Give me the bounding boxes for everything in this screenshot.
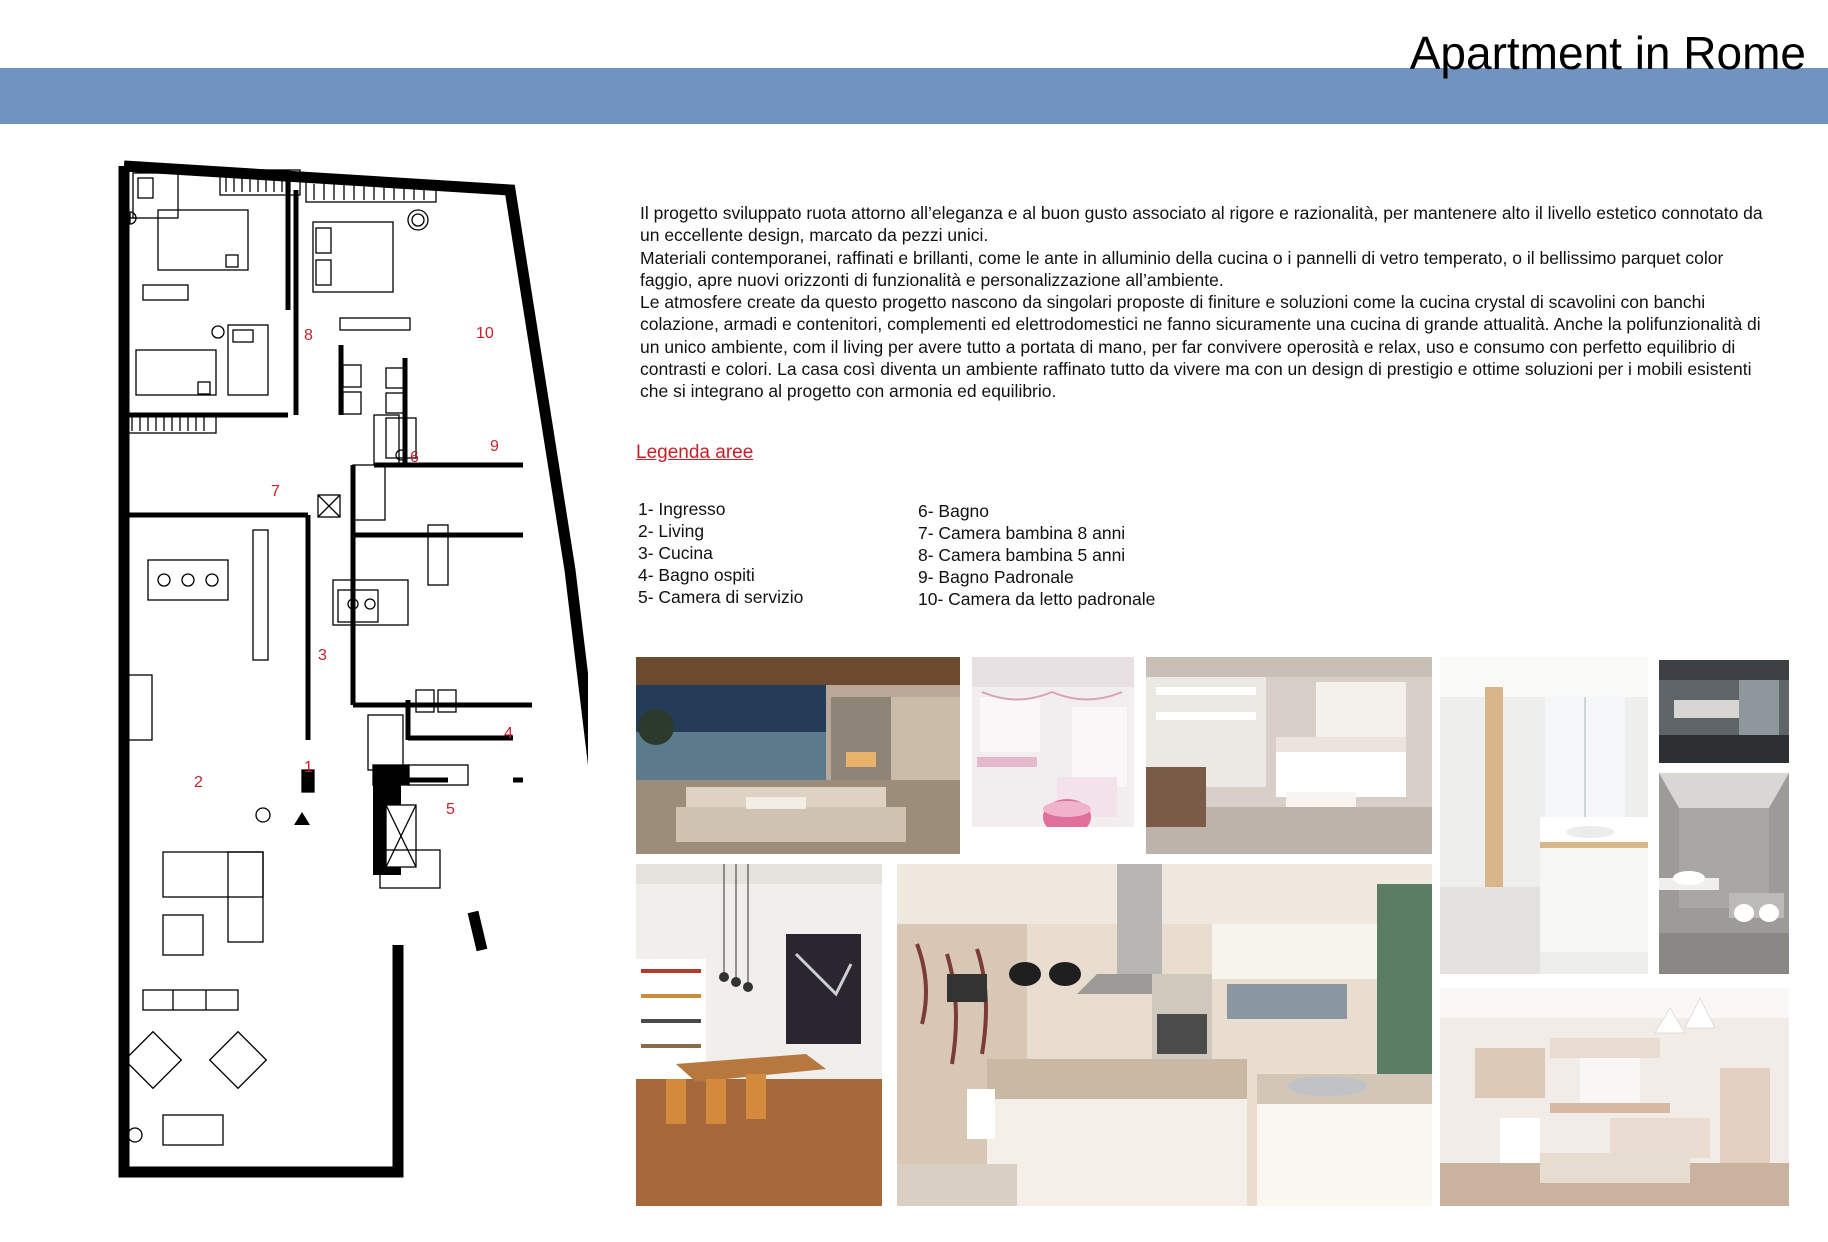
outer-wall (124, 166, 588, 1172)
media-unit (143, 990, 238, 1010)
double-bed (313, 222, 393, 292)
legend-item: 5- Camera di servizio (638, 587, 804, 607)
bed (136, 350, 216, 395)
room-number-4: 4 (504, 725, 513, 742)
legend-item: 1- Ingresso (638, 499, 726, 519)
description-paragraph: Le atmosfere create da questo progetto nascono da singolari proposte di finiture e soluzioni come la cucina crystal di scavolini con banchi colazione, armadi e contenitori, complementi ed elettrodomestici ne fanno sicuramente una cucina di grande attualità. Anche la polifunzionalità di un unico ambiente, com il living per avere tutto a portata di mano, per far convivere operosità e relax, uso e consumo con perfetto equilibrio di contrasti e colori. La casa così diventa un ambiente raffinato tutto da vivere ma con un design di prestigio e ottime soluzioni per i mobili esistenti che si integrano al progetto con armonia ed equilibrio. (640, 292, 1761, 402)
description-paragraph: Il progetto sviluppato ruota attorno all’eleganza e al buon gusto associato al rigore e razionalità, per mantenere alto il livello estetico connotato da un eccellente design, marcato da pezzi unici. (640, 203, 1763, 246)
sofa (163, 852, 263, 897)
room-number-8: 8 (304, 327, 313, 344)
bidet (438, 690, 456, 712)
room-number-9: 9 (490, 438, 499, 455)
room-number-1: 1 (304, 759, 313, 776)
armchair (125, 1032, 182, 1089)
kids-room-photo (972, 657, 1134, 854)
room-number-2: 2 (194, 774, 203, 791)
shower (368, 715, 403, 770)
floor-plan (118, 160, 588, 1185)
dining-room-photo (636, 864, 882, 1206)
shower-photo (1659, 660, 1789, 763)
project-description (640, 202, 1775, 403)
dresser (340, 318, 410, 330)
legend-item: 7- Camera bambina 8 anni (918, 523, 1126, 543)
bidet (386, 393, 404, 413)
legend-item: 6- Bagno (918, 501, 990, 521)
room-number-7: 7 (271, 483, 280, 500)
kids-study-room-photo (1440, 988, 1789, 1206)
sofa-bed (228, 325, 268, 395)
legend-item: 3- Cucina (638, 543, 713, 563)
wall-right-lower (473, 912, 482, 950)
sofa-bed (133, 173, 178, 218)
dining-table (148, 560, 228, 600)
desk (143, 285, 188, 300)
legend-item: 10- Camera da letto padronale (918, 589, 1156, 609)
description-paragraph: Materiali contemporanei, raffinati e brillanti, come le ante in alluminio della cucina o i pannelli di vetro temperato, o il bellissimo parquet color faggio, apre nuovi orizzonti di funzionalità e personalizzazione all’ambiente. (640, 247, 1724, 290)
toilet (416, 690, 434, 712)
rug (163, 1115, 223, 1145)
room-number-10: 10 (476, 325, 494, 342)
bed (158, 210, 248, 270)
legend-column-2 (918, 500, 1155, 610)
armchair (210, 1032, 267, 1089)
toilet (343, 365, 361, 387)
coffee-table (163, 915, 203, 955)
bidet (343, 392, 361, 414)
legend-column-1 (638, 498, 803, 608)
bathroom-detail-photo (1659, 773, 1789, 974)
toilet (386, 368, 404, 388)
room-number-5: 5 (446, 801, 455, 818)
living-room-photo (636, 657, 960, 854)
legend-item: 9- Bagno Padronale (918, 567, 1074, 587)
legend-item: 4- Bagno ospiti (638, 565, 755, 585)
kitchen-island (333, 580, 408, 625)
legend-title: Legenda aree (636, 442, 754, 463)
entrance-arrow-icon (294, 812, 310, 825)
room-number-6: 6 (410, 449, 419, 466)
room-number-3: 3 (318, 647, 327, 664)
shower (353, 465, 385, 520)
sideboard (253, 530, 268, 660)
master-bedroom-photo (1146, 657, 1432, 854)
round-chair (408, 210, 428, 230)
kitchen-photo (897, 864, 1432, 1206)
bathroom-photo (1440, 657, 1648, 974)
legend-item: 2- Living (638, 521, 705, 541)
page-title: Apartment in Rome (1409, 27, 1806, 79)
legend-item: 8- Camera bambina 5 anni (918, 545, 1126, 565)
